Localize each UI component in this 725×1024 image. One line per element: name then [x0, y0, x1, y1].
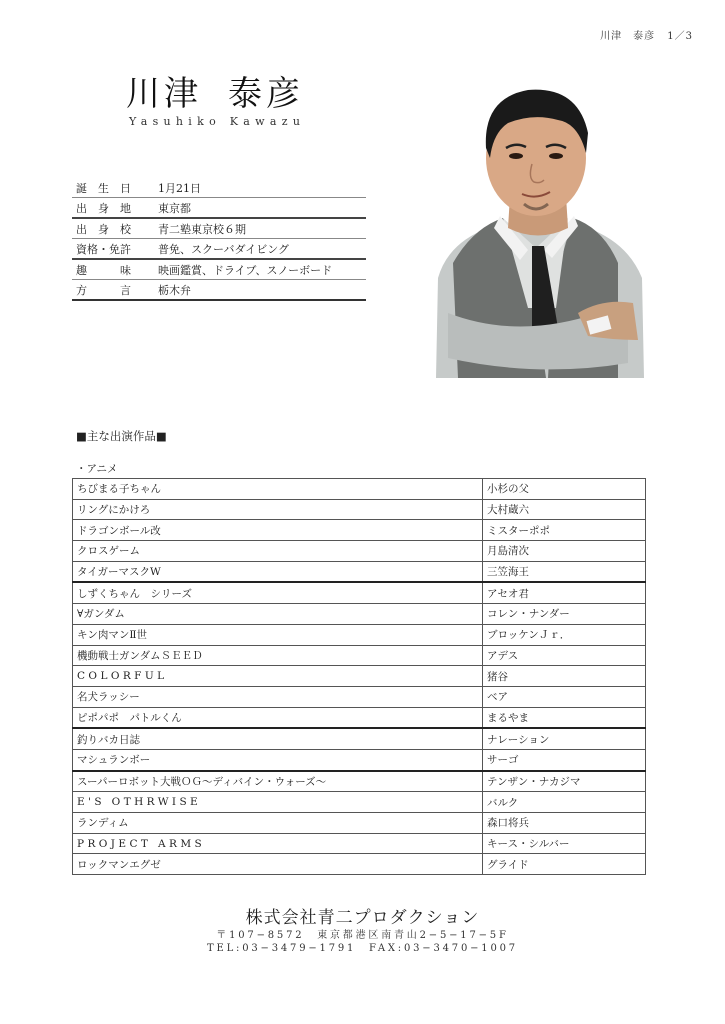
- profile-photo: [428, 78, 646, 386]
- family-name: 川津: [126, 74, 202, 114]
- table-row: [73, 520, 646, 541]
- work-title: ドラゴンボール改: [73, 520, 483, 541]
- work-title: ロックマンエグゼ: [73, 854, 483, 875]
- work-title: 機動戦士ガンダムＳＥＥＤ: [73, 645, 483, 666]
- work-title: スーパーロボット大戦ＯＧ～ディバイン・ウォーズ～: [73, 771, 483, 792]
- table-row: [73, 499, 646, 520]
- work-role: ベア: [483, 686, 646, 707]
- work-title: COLORFUL: [73, 666, 483, 687]
- table-row: [73, 728, 646, 749]
- profile-row: [72, 259, 366, 280]
- work-role: グライド: [483, 854, 646, 875]
- work-role: キース・シルバー: [483, 833, 646, 854]
- profile-label: 出 身 地: [72, 198, 158, 219]
- table-row: [73, 707, 646, 728]
- work-role: 三笠海王: [483, 561, 646, 582]
- work-title: ちびまる子ちゃん: [73, 479, 483, 500]
- work-role: アセオ君: [483, 582, 646, 603]
- work-role: テンザン・ナカジマ: [483, 771, 646, 792]
- profile-label: 誕 生 日: [72, 178, 158, 198]
- work-role: 猪谷: [483, 666, 646, 687]
- table-row: [73, 541, 646, 562]
- work-title: クロスゲーム: [73, 541, 483, 562]
- person-portrait-icon: [428, 78, 646, 386]
- work-title: しずくちゃん シリーズ: [73, 582, 483, 603]
- profile-value: 栃木弁: [158, 280, 366, 301]
- work-role: 森口将兵: [483, 813, 646, 834]
- profile-label: 資格・免許: [72, 239, 158, 260]
- work-title: ∀ガンダム: [73, 604, 483, 625]
- table-row: [73, 479, 646, 500]
- work-role: コレン・ナンダー: [483, 604, 646, 625]
- table-row: [73, 604, 646, 625]
- header-name: 川津 泰彦: [600, 31, 656, 42]
- work-title: ランディム: [73, 813, 483, 834]
- table-row: [73, 624, 646, 645]
- page-number: 1／3: [667, 31, 693, 42]
- name-roman: Yasuhiko Kawazu: [129, 115, 306, 128]
- work-title: ピポパポ パトルくん: [73, 707, 483, 728]
- table-row: [73, 666, 646, 687]
- work-title: キン肉マンⅡ世: [73, 624, 483, 645]
- profile-table: [72, 178, 366, 301]
- work-role: 小杉の父: [483, 479, 646, 500]
- work-title: PROJECT ARMS: [73, 833, 483, 854]
- profile-value: 映画鑑賞、ドライブ、スノーボード: [158, 259, 366, 280]
- table-row: [73, 686, 646, 707]
- work-title: 名犬ラッシー: [73, 686, 483, 707]
- profile-value: 東京都: [158, 198, 366, 219]
- table-row: [73, 813, 646, 834]
- works-section-title: ■主な出演作品■: [76, 429, 167, 443]
- profile-value: 普免、スクーバダイビング: [158, 239, 366, 260]
- profile-row: [72, 178, 366, 198]
- work-role: ミスターポポ: [483, 520, 646, 541]
- profile-row: [72, 280, 366, 301]
- work-title: 釣りバカ日誌: [73, 728, 483, 749]
- table-row: [73, 582, 646, 603]
- work-role: ブロッケンＪｒ．: [483, 624, 646, 645]
- company-address: 〒107−8572 東京都港区南青山2−5−17−5F: [216, 930, 509, 941]
- profile-value: 青二塾東京校６期: [158, 218, 366, 239]
- profile-label: 趣 味: [72, 259, 158, 280]
- works-table: [72, 478, 646, 875]
- work-role: サーゴ: [483, 749, 646, 770]
- work-role: バルク: [483, 792, 646, 813]
- page-header: [592, 27, 693, 42]
- work-title: E'S OTHRWISE: [73, 792, 483, 813]
- work-role: まるやま: [483, 707, 646, 728]
- table-row: [73, 833, 646, 854]
- table-row: [73, 645, 646, 666]
- work-title: タイガーマスクW: [73, 561, 483, 582]
- name-title: [126, 66, 304, 115]
- profile-row: [72, 198, 366, 219]
- given-name: 泰彦: [228, 74, 304, 114]
- company-name: 株式会社青二プロダクション: [245, 908, 480, 928]
- table-row: [73, 561, 646, 582]
- table-row: [73, 792, 646, 813]
- profile-label: 出 身 校: [72, 218, 158, 239]
- profile-label: 方 言: [72, 280, 158, 301]
- work-role: ナレーション: [483, 728, 646, 749]
- work-role: 大村蔵六: [483, 499, 646, 520]
- work-title: リングにかけろ: [73, 499, 483, 520]
- profile-row: [72, 218, 366, 239]
- works-category: ・アニメ: [76, 463, 118, 475]
- company-phone: TEL:03−3479−1791 FAX:03−3470−1007: [207, 943, 518, 954]
- profile-value: 1月21日: [158, 178, 366, 198]
- table-row: [73, 749, 646, 770]
- profile-row: [72, 239, 366, 260]
- table-row: [73, 854, 646, 875]
- work-role: 月島清次: [483, 541, 646, 562]
- work-role: アデス: [483, 645, 646, 666]
- table-row: [73, 771, 646, 792]
- work-title: マシュランボー: [73, 749, 483, 770]
